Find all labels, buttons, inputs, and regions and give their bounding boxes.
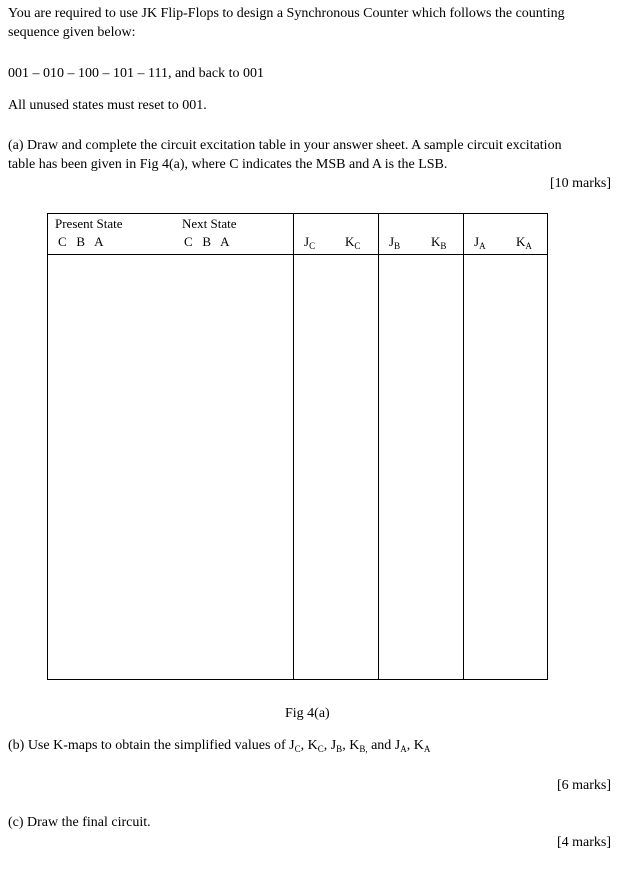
part-b-marks: [6 marks]: [556, 778, 611, 793]
unused-states-note: All unused states must reset to 001.: [8, 98, 207, 113]
header-jc: $J_C$: [304, 234, 316, 251]
header-kc: $K_C$: [345, 234, 361, 251]
part-c-question: (c) Draw the final circuit.: [8, 815, 151, 830]
header-ka: $K_A$: [516, 234, 532, 251]
part-c-marks: [4 marks]: [556, 835, 611, 850]
header-kb: $K_B$: [431, 234, 447, 251]
counting-sequence: 001 – 010 – 100 – 101 – 111, and back to 001: [8, 66, 264, 81]
table-column-divider: [378, 214, 379, 679]
figure-caption: Fig 4(a): [285, 706, 330, 721]
excitation-table: [47, 213, 548, 680]
question-intro: You are required to use JK Flip-Flops to design a Synchronous Counter which follows the counting sequence given below:: [8, 6, 565, 40]
table-header-divider: [48, 254, 547, 255]
next-state-bits: C B A: [184, 234, 230, 249]
next-state-header: Next State: [182, 216, 237, 231]
part-a-marks: [10 marks]: [549, 176, 611, 191]
table-column-divider: [293, 214, 294, 679]
part-b-question: (b) Use K-maps to obtain the simplified values of $J_C$, $K_C$, $J_B$, $K_{B,}$ and $J_A$, $K_A$: [8, 738, 431, 754]
present-state-bits: C B A: [58, 234, 104, 249]
header-ja: $J_A$: [474, 234, 486, 251]
present-state-header: Present State: [55, 216, 123, 231]
part-a-line-2: table has been given in Fig 4(a), where C indicates the MSB and A is the LSB.: [8, 157, 448, 172]
table-column-divider: [463, 214, 464, 679]
part-a-line-1: (a) Draw and complete the circuit excitation table in your answer sheet. A sample circuit excitation: [8, 138, 562, 153]
header-jb: $J_B$: [389, 234, 401, 251]
